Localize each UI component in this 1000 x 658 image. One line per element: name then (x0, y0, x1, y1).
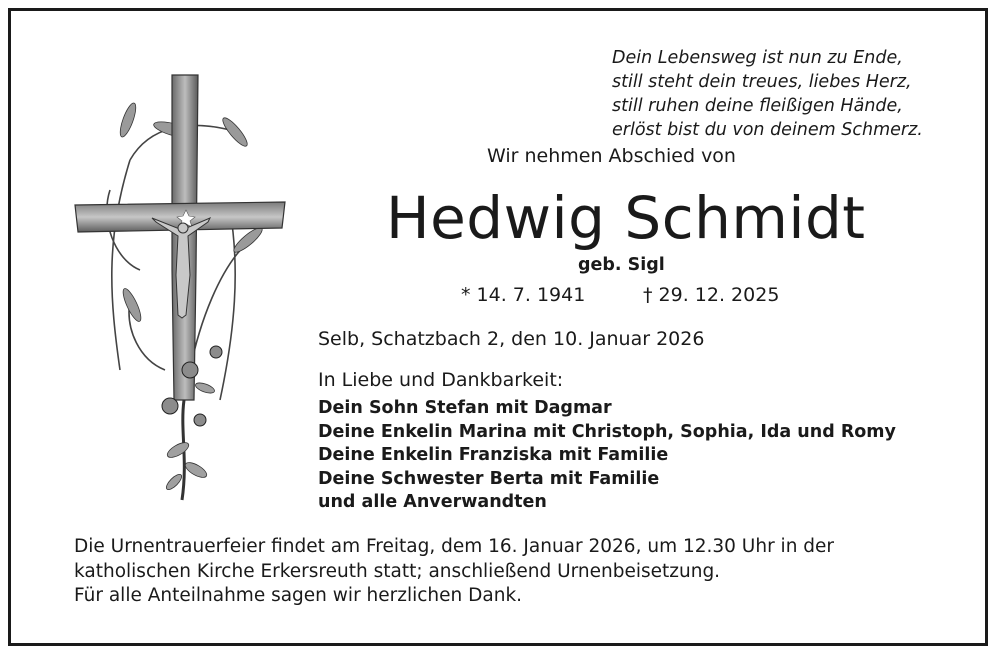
maiden-name: geb. Sigl (578, 255, 665, 275)
deceased-name: Hedwig Schmidt (386, 184, 866, 252)
birth-date: * 14. 7. 1941 (461, 284, 586, 306)
poem-line: erlöst bist du von deinem Schmerz. (612, 120, 923, 140)
service-line: Die Urnentrauerfeier findet am Freitag, dem 16. Januar 2026, um 12.30 Uhr in der (74, 536, 835, 557)
thanks-line: Für alle Anteilnahme sagen wir herzlichen Dank. (74, 585, 523, 606)
poem-line: still ruhen deine fleißigen Hände, (612, 96, 903, 116)
service-line: katholischen Kirche Erkersreuth statt; anschließend Urnenbeisetzung. (74, 561, 721, 582)
mourners-list (318, 397, 896, 515)
mourner: Deine Enkelin Franziska mit Familie (318, 445, 669, 465)
love-line: In Liebe und Dankbarkeit: (318, 369, 564, 391)
mourner: Deine Schwester Berta mit Familie (318, 468, 660, 489)
poem (612, 46, 942, 142)
mourner: Dein Sohn Stefan mit Dagmar (318, 398, 612, 418)
mourner: Deine Enkelin Marina mit Christoph, Sophia, Ida und Romy (318, 421, 896, 442)
mourner: und alle Anverwandten (318, 492, 547, 512)
place-date: Selb, Schatzbach 2, den 10. Januar 2026 (318, 328, 705, 350)
crucifix-icon (70, 70, 290, 510)
farewell-intro: Wir nehmen Abschied von (487, 145, 736, 167)
service-info (74, 534, 834, 584)
death-date: † 29. 12. 2025 (643, 284, 780, 306)
poem-line: Dein Lebensweg ist nun zu Ende, (612, 48, 903, 68)
poem-line: still steht dein treues, liebes Herz, (612, 72, 912, 92)
